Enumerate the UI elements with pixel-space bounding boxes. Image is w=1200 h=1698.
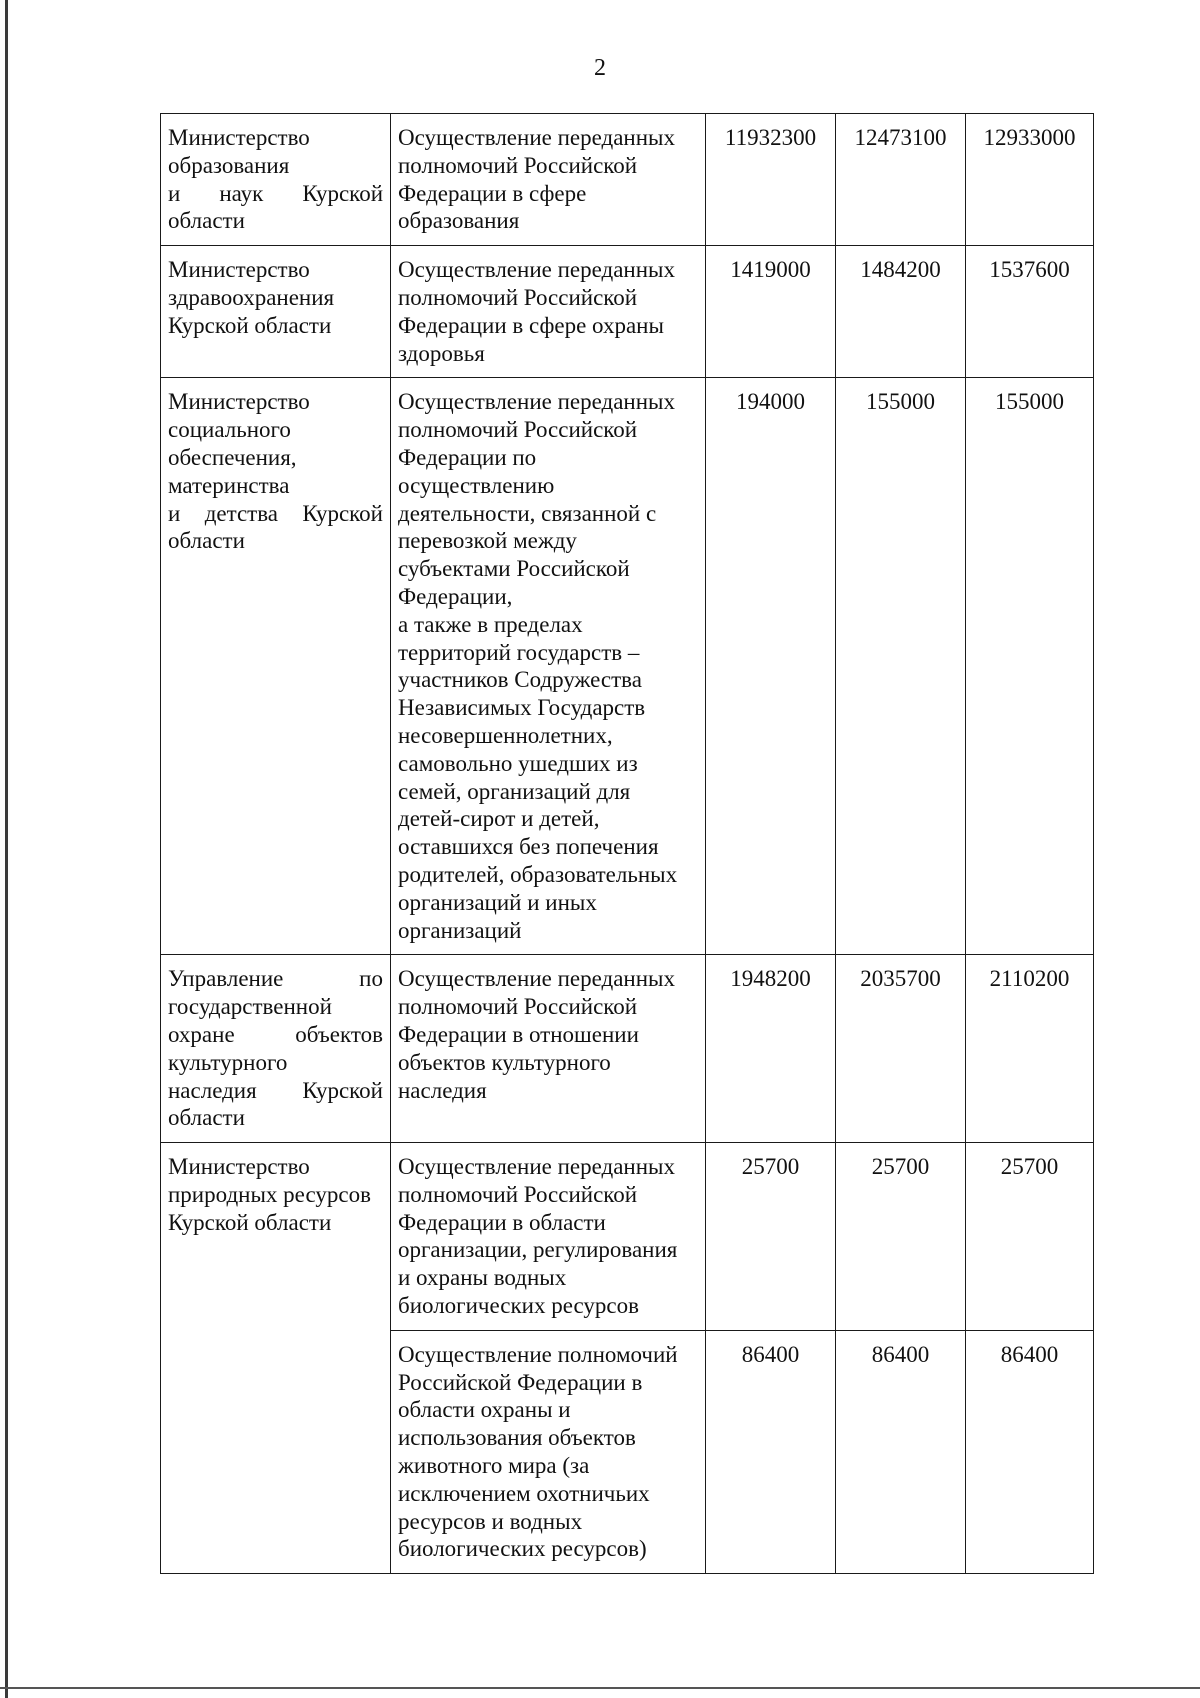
- amount-year-1-cell: 1948200: [706, 955, 836, 1143]
- organization-cell: [161, 114, 391, 246]
- description-line: организаций: [398, 917, 522, 943]
- description-line: животного мира (за: [398, 1453, 590, 1479]
- description-line: и охраны водных: [398, 1265, 567, 1291]
- description-line: оставшихся без попечения: [398, 834, 659, 860]
- description-line: Осуществление переданных: [398, 966, 675, 992]
- description-line: Федерации в отношении: [398, 1021, 639, 1047]
- organization-cell: [161, 246, 391, 378]
- description-line: родителей, образовательных: [398, 861, 678, 887]
- description-line: участников Содружества: [398, 667, 642, 693]
- authority-description-cell: [391, 1330, 706, 1573]
- organization-line: Управление по: [168, 966, 383, 992]
- organization-line: Курской области: [168, 312, 332, 338]
- description-line: наследия: [398, 1077, 487, 1103]
- organization-line: Министерство: [168, 389, 310, 415]
- authority-description-cell: [391, 1143, 706, 1331]
- description-line: объектов культурного: [398, 1049, 611, 1075]
- description-line: территорий государств –: [398, 639, 640, 665]
- budget-table-body: [161, 114, 1094, 1574]
- page-number: 2: [594, 55, 606, 81]
- description-line: субъектами Российской: [398, 556, 630, 582]
- amount-year-3-cell: 1537600: [966, 246, 1094, 378]
- organization-line: Министерство: [168, 125, 310, 150]
- description-line: несовершеннолетних,: [398, 722, 613, 748]
- description-line: перевозкой между: [398, 528, 577, 554]
- amount-year-3-cell: 155000: [966, 378, 1094, 955]
- description-line: биологических ресурсов): [398, 1536, 647, 1562]
- organization-line: области: [168, 528, 245, 554]
- description-line: образования: [398, 208, 520, 234]
- organization-cell: [161, 955, 391, 1143]
- organization-line: здравоохранения: [168, 284, 335, 310]
- table-row: [161, 955, 1094, 1143]
- description-line: полномочий Российской: [398, 417, 638, 443]
- organization-line: материнства: [168, 472, 290, 498]
- description-line: области охраны и: [398, 1397, 571, 1423]
- organization-cell: [161, 1143, 391, 1574]
- description-line: Осуществление полномочий: [398, 1341, 678, 1367]
- description-line: Независимых Государств: [398, 695, 646, 721]
- organization-line: наследия Курской: [168, 1077, 383, 1103]
- amount-year-2-cell: 2035700: [836, 955, 966, 1143]
- organization-line: области: [168, 208, 245, 234]
- organization-line: области: [168, 1105, 245, 1131]
- description-line: биологических ресурсов: [398, 1293, 639, 1319]
- amount-year-2-cell: 155000: [836, 378, 966, 955]
- description-line: Осуществление переданных: [398, 257, 675, 283]
- organization-line: Министерство: [168, 1154, 310, 1180]
- organization-line: Курской области: [168, 1209, 332, 1235]
- description-line: Российской Федерации в: [398, 1369, 643, 1395]
- table-row: [161, 1143, 1094, 1331]
- authority-description-cell: [391, 378, 706, 955]
- description-line: Федерации по: [398, 444, 537, 470]
- description-line: полномочий Российской: [398, 284, 638, 310]
- amount-year-2-cell: 25700: [836, 1143, 966, 1331]
- organization-line: социального: [168, 417, 291, 443]
- organization-line: культурного: [168, 1049, 288, 1075]
- organization-line: и детства Курской: [168, 500, 383, 526]
- description-line: полномочий Российской: [398, 1181, 638, 1207]
- description-line: Осуществление переданных: [398, 389, 675, 415]
- authority-description-cell: [391, 114, 706, 246]
- description-line: организации, регулирования: [398, 1237, 678, 1263]
- description-line: самовольно ушедших из: [398, 750, 638, 776]
- amount-year-3-cell: 12933000: [966, 114, 1094, 246]
- table-row: [161, 114, 1094, 246]
- amount-year-1-cell: 1419000: [706, 246, 836, 378]
- amount-year-2-cell: 12473100: [836, 114, 966, 246]
- description-line: ресурсов и водных: [398, 1508, 583, 1534]
- amount-year-3-cell: 25700: [966, 1143, 1094, 1331]
- table-row: [161, 378, 1094, 955]
- scan-left-edge: [5, 0, 8, 1698]
- organization-line: и наук Курской: [168, 180, 383, 206]
- amount-year-1-cell: 25700: [706, 1143, 836, 1331]
- organization-line: государственной: [168, 994, 332, 1020]
- description-line: полномочий Российской: [398, 994, 638, 1020]
- organization-line: обеспечения,: [168, 444, 297, 470]
- organization-cell: [161, 378, 391, 955]
- authority-description-cell: [391, 246, 706, 378]
- amount-year-1-cell: 194000: [706, 378, 836, 955]
- description-line: Федерации в сфере охраны: [398, 312, 664, 338]
- amount-year-1-cell: 11932300: [706, 114, 836, 246]
- description-line: использования объектов: [398, 1425, 636, 1451]
- budget-table: [160, 113, 1094, 1574]
- organization-line: образования: [168, 152, 290, 178]
- description-line: Осуществление переданных: [398, 1154, 675, 1180]
- organization-line: охране объектов: [168, 1021, 383, 1047]
- description-line: а также в пределах: [398, 611, 583, 637]
- amount-year-1-cell: 86400: [706, 1330, 836, 1573]
- scan-bottom-edge: [0, 1687, 1200, 1689]
- amount-year-3-cell: 86400: [966, 1330, 1094, 1573]
- description-line: организаций и иных: [398, 889, 597, 915]
- description-line: семей, организаций для: [398, 778, 631, 804]
- organization-line: природных ресурсов: [168, 1181, 371, 1207]
- description-line: полномочий Российской: [398, 152, 638, 178]
- description-line: здоровья: [398, 340, 485, 366]
- amount-year-3-cell: 2110200: [966, 955, 1094, 1143]
- description-line: деятельности, связанной с: [398, 500, 657, 526]
- amount-year-2-cell: 1484200: [836, 246, 966, 378]
- description-line: Осуществление переданных: [398, 125, 675, 150]
- description-line: Федерации в области: [398, 1209, 606, 1235]
- amount-year-2-cell: 86400: [836, 1330, 966, 1573]
- description-line: осуществлению: [398, 472, 555, 498]
- table-row: [161, 246, 1094, 378]
- organization-line: Министерство: [168, 257, 310, 283]
- description-line: Федерации,: [398, 583, 513, 609]
- description-line: детей-сирот и детей,: [398, 806, 600, 832]
- description-line: Федерации в сфере: [398, 180, 587, 206]
- authority-description-cell: [391, 955, 706, 1143]
- description-line: исключением охотничьих: [398, 1480, 650, 1506]
